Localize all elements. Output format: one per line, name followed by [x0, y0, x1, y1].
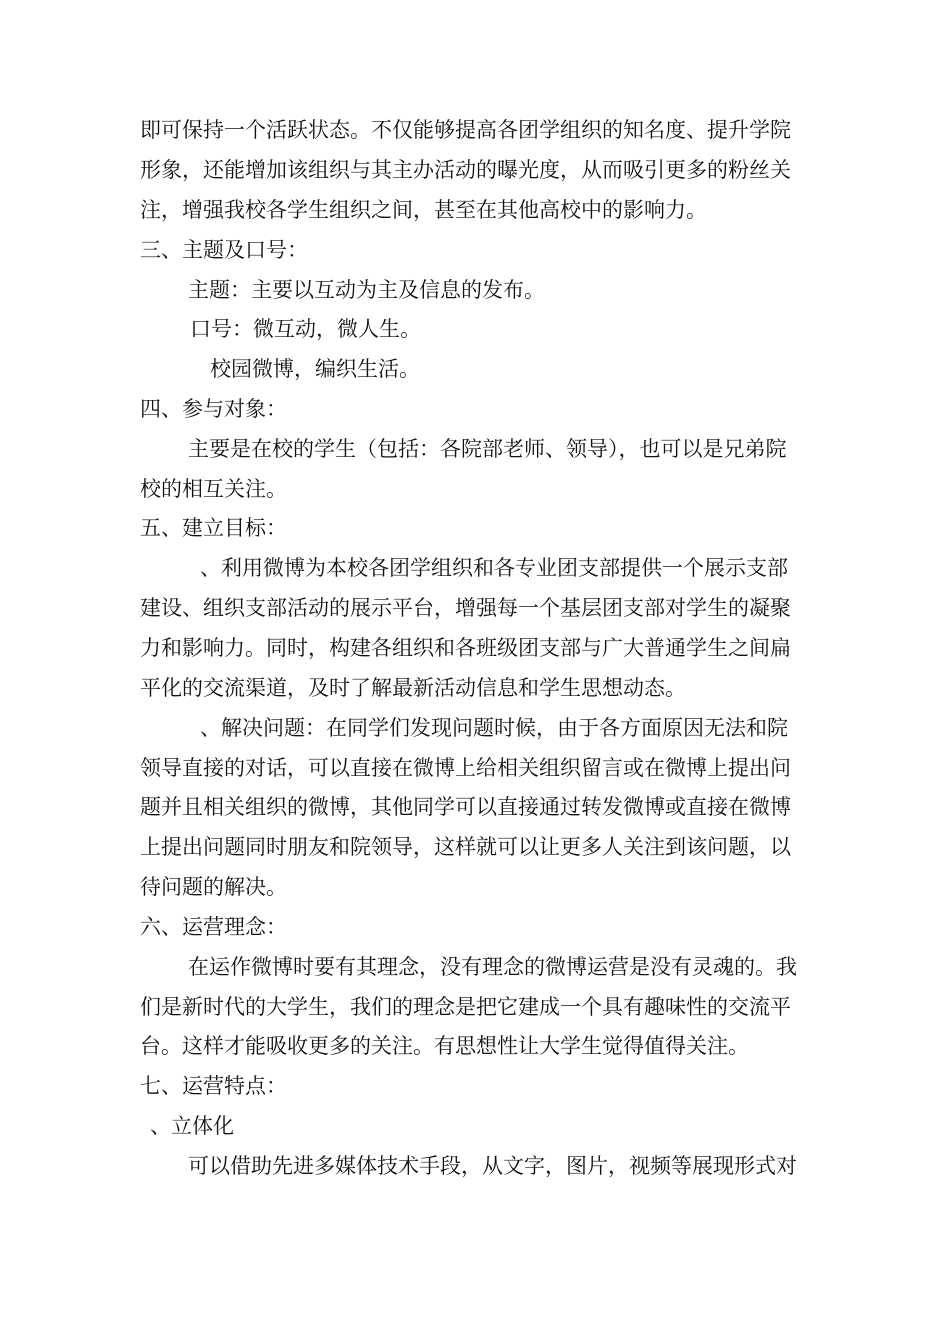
paragraph-line: 题并且相关组织的微博，其他同学可以直接通过转发微博或直接在微博	[140, 795, 791, 819]
paragraph-line: 、解决问题：在同学们发现问题时候，由于各方面原因无法和院	[200, 716, 788, 740]
paragraph-line: 在运作微博时要有其理念，没有理念的微博运营是没有灵魂的。我	[188, 955, 797, 979]
slogan-text: 口号：微互动，微人生。	[190, 317, 421, 341]
section-heading-participants: 四、参与对象：	[140, 397, 287, 421]
paragraph-line: 待问题的解决。	[140, 875, 287, 899]
paragraph-line: 可以借助先进多媒体技术手段，从文字，图片，视频等展现形式对	[188, 1154, 797, 1178]
paragraph-line: 即可保持一个活跃状态。不仅能够提高各团学组织的知名度、提升学院	[140, 118, 791, 142]
paragraph-line: 上提出问题同时朋友和院领导，这样就可以让更多人关注到该问题，以	[140, 835, 791, 859]
paragraph-line: 、利用微博为本校各团学组织和各专业团支部提供一个展示支部	[200, 556, 788, 580]
paragraph-line: 形象，还能增加该组织与其主办活动的曝光度，从而吸引更多的粉丝关	[140, 158, 791, 182]
paragraph-line: 领导直接的对话，可以直接在微博上给相关组织留言或在微博上提出问	[140, 756, 791, 780]
paragraph-line: 平化的交流渠道，及时了解最新活动信息和学生思想动态。	[140, 676, 686, 700]
section-heading-theme: 三、主题及口号：	[140, 238, 308, 262]
paragraph-line: 台。这样才能吸收更多的关注。有思想性让大学生觉得值得关注。	[140, 1034, 749, 1058]
section-heading-features: 七、运营特点：	[140, 1074, 287, 1098]
paragraph-line: 们是新时代的大学生，我们的理念是把它建成一个具有趣味性的交流平	[140, 995, 791, 1019]
slogan-text-2: 校园微博，编织生活。	[210, 357, 420, 381]
paragraph-line: 校的相互关注。	[140, 477, 287, 501]
feature-item-heading: 、立体化	[150, 1114, 234, 1138]
theme-text: 主题：主要以互动为主及信息的发布。	[188, 278, 545, 302]
paragraph-line: 力和影响力。同时，构建各组织和各班级团支部与广大普通学生之间扁	[140, 636, 791, 660]
paragraph-line: 注，增强我校各学生组织之间，甚至在其他高校中的影响力。	[140, 198, 707, 222]
paragraph-line: 主要是在校的学生（包括：各院部老师、领导），也可以是兄弟院	[188, 437, 787, 461]
paragraph-line: 建设、组织支部活动的展示平台，增强每一个基层团支部对学生的凝聚	[140, 596, 791, 620]
section-heading-philosophy: 六、运营理念：	[140, 915, 287, 939]
section-heading-goals: 五、建立目标：	[140, 516, 287, 540]
